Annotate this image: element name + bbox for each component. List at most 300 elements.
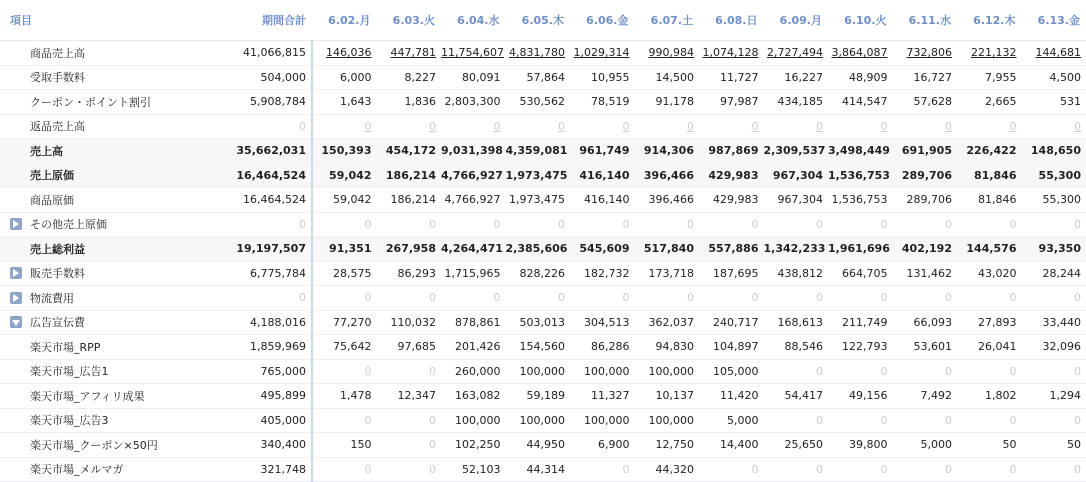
cell-value[interactable]: 0 <box>312 114 377 139</box>
cell-value: 150 <box>312 433 377 458</box>
collapse-icon[interactable] <box>10 316 22 328</box>
row-total: 35,662,031 <box>232 139 312 164</box>
cell-value: 5,000 <box>893 433 958 458</box>
cell-value: 10,955 <box>570 65 635 90</box>
cell-value: 186,214 <box>377 163 442 188</box>
cell-value: 201,426 <box>441 335 506 360</box>
cell-value: 828,226 <box>506 261 571 286</box>
cell-value: 12,347 <box>377 384 442 409</box>
cell-value: 1,294 <box>1022 384 1086 409</box>
cell-value: 0 <box>893 212 958 237</box>
cell-value: 44,950 <box>506 433 571 458</box>
cell-value: 55,300 <box>1022 188 1086 213</box>
cell-value: 914,306 <box>635 139 700 164</box>
row-total: 16,464,524 <box>232 188 312 213</box>
cell-value: 414,547 <box>828 90 893 115</box>
cell-value: 122,793 <box>828 335 893 360</box>
cell-value: 0 <box>699 457 764 482</box>
cell-value: 0 <box>764 457 829 482</box>
row-label[interactable] <box>0 286 232 311</box>
cell-value: 1,715,965 <box>441 261 506 286</box>
cell-value[interactable]: 2,727,494 <box>764 41 829 66</box>
cell-value: 4,766,927 <box>441 163 506 188</box>
cell-value: 0 <box>441 212 506 237</box>
cell-value[interactable]: 0 <box>570 114 635 139</box>
cell-value: 429,983 <box>699 188 764 213</box>
row-total: 765,000 <box>232 359 312 384</box>
row-total: 0 <box>232 212 312 237</box>
cell-value: 0 <box>570 286 635 311</box>
cell-value: 81,846 <box>957 188 1022 213</box>
cell-value[interactable]: 732,806 <box>893 41 958 66</box>
cell-value: 0 <box>828 359 893 384</box>
cell-value: 0 <box>377 286 442 311</box>
row-total: 495,899 <box>232 384 312 409</box>
cell-value: 66,093 <box>893 310 958 335</box>
cell-value: 2,309,537 <box>764 139 829 164</box>
table-row[interactable] <box>0 261 1086 286</box>
cell-value: 48,909 <box>828 65 893 90</box>
cell-value: 0 <box>893 408 958 433</box>
row-label-text: 楽天市場_広告1 <box>30 365 109 378</box>
cell-value: 0 <box>957 408 1022 433</box>
cell-value: 0 <box>699 286 764 311</box>
cell-value: 1,802 <box>957 384 1022 409</box>
cell-value: 33,440 <box>1022 310 1086 335</box>
cell-value: 1,536,753 <box>828 188 893 213</box>
cell-value: 211,749 <box>828 310 893 335</box>
row-label <box>0 90 232 115</box>
cell-value: 144,576 <box>957 237 1022 262</box>
row-total: 41,066,815 <box>232 41 312 66</box>
cell-value: 16,227 <box>764 65 829 90</box>
cell-value: 289,706 <box>893 163 958 188</box>
cell-value: 3,498,449 <box>828 139 893 164</box>
cell-value: 1,973,475 <box>506 163 571 188</box>
cell-value: 1,643 <box>312 90 377 115</box>
expand-icon[interactable] <box>10 267 22 279</box>
cell-value: 0 <box>893 457 958 482</box>
cell-value: 691,905 <box>893 139 958 164</box>
header-day[interactable]: 6.08.日 <box>699 0 764 41</box>
cell-value: 26,041 <box>957 335 1022 360</box>
row-label-text: 売上高 <box>30 145 63 158</box>
cell-value: 362,037 <box>635 310 700 335</box>
cell-value: 154,560 <box>506 335 571 360</box>
header-day[interactable]: 6.02.月 <box>312 0 377 41</box>
cell-value: 86,293 <box>377 261 442 286</box>
cell-value[interactable]: 1,029,314 <box>570 41 635 66</box>
cell-value: 0 <box>635 286 700 311</box>
cell-value: 0 <box>828 457 893 482</box>
expand-icon[interactable] <box>10 292 22 304</box>
cell-value[interactable]: 221,132 <box>957 41 1022 66</box>
cell-value: 93,350 <box>1022 237 1086 262</box>
cell-value: 53,601 <box>893 335 958 360</box>
row-label <box>0 65 232 90</box>
cell-value: 0 <box>377 212 442 237</box>
cell-value: 878,861 <box>441 310 506 335</box>
cell-value[interactable]: 0 <box>441 114 506 139</box>
cell-value: 11,420 <box>699 384 764 409</box>
row-label-text: 売上原価 <box>30 169 74 182</box>
cell-value: 14,400 <box>699 433 764 458</box>
row-label-text: 返品売上高 <box>30 120 85 133</box>
cell-value[interactable]: 990,984 <box>635 41 700 66</box>
cell-value[interactable]: 0 <box>957 114 1022 139</box>
cell-value: 4,766,927 <box>441 188 506 213</box>
row-label[interactable] <box>0 261 232 286</box>
cell-value: 11,727 <box>699 65 764 90</box>
cell-value[interactable]: 1,074,128 <box>699 41 764 66</box>
cell-value: 131,462 <box>893 261 958 286</box>
row-label-text: 広告宣伝費 <box>30 316 85 329</box>
cell-value: 100,000 <box>635 359 700 384</box>
cell-value: 91,178 <box>635 90 700 115</box>
cell-value: 961,749 <box>570 139 635 164</box>
row-label <box>0 335 232 360</box>
table-row[interactable] <box>0 310 1086 335</box>
cell-value: 0 <box>764 408 829 433</box>
cell-value: 12,750 <box>635 433 700 458</box>
cell-value: 267,958 <box>377 237 442 262</box>
table-row <box>0 163 1086 188</box>
cell-value: 97,685 <box>377 335 442 360</box>
cell-value: 0 <box>957 457 1022 482</box>
cell-value: 0 <box>312 286 377 311</box>
row-total: 504,000 <box>232 65 312 90</box>
cell-value: 2,665 <box>957 90 1022 115</box>
cell-value: 105,000 <box>699 359 764 384</box>
cell-value[interactable]: 0 <box>828 114 893 139</box>
table-row[interactable] <box>0 286 1086 311</box>
table-row <box>0 457 1086 482</box>
cell-value: 1,961,696 <box>828 237 893 262</box>
row-label <box>0 237 232 262</box>
cell-value: 0 <box>635 212 700 237</box>
cell-value: 173,718 <box>635 261 700 286</box>
header-day[interactable]: 6.10.火 <box>828 0 893 41</box>
cell-value: 187,695 <box>699 261 764 286</box>
row-total: 340,400 <box>232 433 312 458</box>
cell-value: 0 <box>764 212 829 237</box>
cell-value: 100,000 <box>506 408 571 433</box>
cell-value: 0 <box>1022 286 1086 311</box>
cell-value: 0 <box>893 359 958 384</box>
cell-value: 97,987 <box>699 90 764 115</box>
row-total: 321,748 <box>232 457 312 482</box>
cell-value: 0 <box>893 286 958 311</box>
cell-value: 148,650 <box>1022 139 1086 164</box>
cell-value: 2,385,606 <box>506 237 571 262</box>
cell-value[interactable]: 11,754,607 <box>441 41 506 66</box>
cell-value: 163,082 <box>441 384 506 409</box>
row-total: 16,464,524 <box>232 163 312 188</box>
cell-value: 1,478 <box>312 384 377 409</box>
cell-value: 396,466 <box>635 163 700 188</box>
cell-value: 0 <box>312 359 377 384</box>
cell-value: 44,314 <box>506 457 571 482</box>
cell-value: 1,536,753 <box>828 163 893 188</box>
cell-value[interactable]: 3,864,087 <box>828 41 893 66</box>
cell-value: 0 <box>312 212 377 237</box>
cell-value: 59,189 <box>506 384 571 409</box>
cell-value: 4,359,081 <box>506 139 571 164</box>
cell-value: 52,103 <box>441 457 506 482</box>
row-label <box>0 163 232 188</box>
row-label-text: その他売上原価 <box>30 218 107 231</box>
cell-value: 49,156 <box>828 384 893 409</box>
cell-value: 102,250 <box>441 433 506 458</box>
row-label <box>0 408 232 433</box>
cell-value[interactable]: 144,681 <box>1022 41 1086 66</box>
cell-value: 503,013 <box>506 310 571 335</box>
cell-value: 81,846 <box>957 163 1022 188</box>
cell-value: 8,227 <box>377 65 442 90</box>
row-label-text: クーポン・ポイント割引 <box>30 96 151 109</box>
cell-value: 434,185 <box>764 90 829 115</box>
cell-value: 967,304 <box>764 188 829 213</box>
cell-value: 54,417 <box>764 384 829 409</box>
cell-value: 78,519 <box>570 90 635 115</box>
row-total: 19,197,507 <box>232 237 312 262</box>
cell-value: 9,031,398 <box>441 139 506 164</box>
cell-value: 416,140 <box>570 188 635 213</box>
cell-value: 1,836 <box>377 90 442 115</box>
cell-value: 0 <box>957 359 1022 384</box>
cell-value[interactable]: 0 <box>1022 114 1086 139</box>
cell-value: 0 <box>312 408 377 433</box>
cell-value: 0 <box>828 286 893 311</box>
cell-value: 0 <box>312 457 377 482</box>
cell-value: 0 <box>377 408 442 433</box>
cell-value: 0 <box>828 212 893 237</box>
row-total: 4,188,016 <box>232 310 312 335</box>
table-row <box>0 114 1086 139</box>
cell-value: 438,812 <box>764 261 829 286</box>
cell-value: 27,893 <box>957 310 1022 335</box>
cell-value: 402,192 <box>893 237 958 262</box>
row-label-text: 物流費用 <box>30 292 74 305</box>
row-label-text: 楽天市場_広告3 <box>30 414 109 427</box>
cell-value: 10,137 <box>635 384 700 409</box>
table-row <box>0 359 1086 384</box>
header-day[interactable]: 6.03.火 <box>377 0 442 41</box>
cell-value: 429,983 <box>699 163 764 188</box>
cell-value: 545,609 <box>570 237 635 262</box>
cell-value: 186,214 <box>377 188 442 213</box>
cell-value: 7,492 <box>893 384 958 409</box>
cell-value: 0 <box>764 359 829 384</box>
table-row <box>0 90 1086 115</box>
cell-value: 16,727 <box>893 65 958 90</box>
cell-value: 0 <box>828 408 893 433</box>
table-row <box>0 65 1086 90</box>
cell-value[interactable]: 0 <box>377 114 442 139</box>
cell-value: 531 <box>1022 90 1086 115</box>
cell-value: 100,000 <box>570 359 635 384</box>
cell-value: 6,900 <box>570 433 635 458</box>
cell-value: 0 <box>506 286 571 311</box>
cell-value: 2,803,300 <box>441 90 506 115</box>
cell-value: 987,869 <box>699 139 764 164</box>
cell-value: 75,642 <box>312 335 377 360</box>
expand-icon[interactable] <box>10 218 22 230</box>
cell-value: 0 <box>570 212 635 237</box>
cell-value: 86,286 <box>570 335 635 360</box>
cell-value: 396,466 <box>635 188 700 213</box>
table-row <box>0 237 1086 262</box>
row-label <box>0 457 232 482</box>
row-total: 6,775,784 <box>232 261 312 286</box>
cell-value: 0 <box>1022 457 1086 482</box>
row-label-text: 商品原価 <box>30 194 74 207</box>
row-label <box>0 114 232 139</box>
cell-value: 104,897 <box>699 335 764 360</box>
cell-value: 91,351 <box>312 237 377 262</box>
cell-value: 100,000 <box>506 359 571 384</box>
cell-value: 168,613 <box>764 310 829 335</box>
cell-value: 6,000 <box>312 65 377 90</box>
cell-value: 7,955 <box>957 65 1022 90</box>
row-total: 5,908,784 <box>232 90 312 115</box>
row-label-text: 販売手数料 <box>30 267 85 280</box>
table-row <box>0 41 1086 66</box>
cell-value: 25,650 <box>764 433 829 458</box>
cell-value: 0 <box>377 433 442 458</box>
cell-value: 100,000 <box>441 408 506 433</box>
row-label <box>0 384 232 409</box>
cell-value: 94,830 <box>635 335 700 360</box>
cell-value: 517,840 <box>635 237 700 262</box>
row-label-text: 楽天市場_RPP <box>30 341 100 354</box>
cell-value: 59,042 <box>312 163 377 188</box>
row-label <box>0 139 232 164</box>
header-day[interactable]: 6.04.水 <box>441 0 506 41</box>
cell-value: 28,244 <box>1022 261 1086 286</box>
cell-value: 88,546 <box>764 335 829 360</box>
row-label-text: 楽天市場_メルマガ <box>30 463 124 476</box>
cell-value: 1,973,475 <box>506 188 571 213</box>
cell-value: 55,300 <box>1022 163 1086 188</box>
cell-value: 289,706 <box>893 188 958 213</box>
cell-value: 110,032 <box>377 310 442 335</box>
cell-value[interactable]: 4,831,780 <box>506 41 571 66</box>
cell-value: 0 <box>377 457 442 482</box>
cell-value: 967,304 <box>764 163 829 188</box>
header-item: 項目 <box>0 0 232 41</box>
cell-value: 0 <box>506 212 571 237</box>
header-day[interactable]: 6.07.土 <box>635 0 700 41</box>
cell-value: 59,042 <box>312 188 377 213</box>
cell-value: 1,342,233 <box>764 237 829 262</box>
row-label-text: 売上総利益 <box>30 243 85 256</box>
row-label-text: 楽天市場_アフィリ成果 <box>30 390 145 403</box>
table-row <box>0 408 1086 433</box>
cell-value[interactable]: 0 <box>764 114 829 139</box>
table-row <box>0 433 1086 458</box>
cell-value: 4,264,471 <box>441 237 506 262</box>
header-day[interactable]: 6.12.木 <box>957 0 1022 41</box>
cell-value: 304,513 <box>570 310 635 335</box>
cell-value: 50 <box>957 433 1022 458</box>
row-total: 405,000 <box>232 408 312 433</box>
cell-value: 32,096 <box>1022 335 1086 360</box>
cell-value: 530,562 <box>506 90 571 115</box>
row-label-text: 商品売上高 <box>30 47 85 60</box>
cell-value: 260,000 <box>441 359 506 384</box>
cell-value: 100,000 <box>635 408 700 433</box>
table-row <box>0 188 1086 213</box>
row-total: 1,859,969 <box>232 335 312 360</box>
cell-value: 50 <box>1022 433 1086 458</box>
cell-value[interactable]: 0 <box>893 114 958 139</box>
cell-value: 57,628 <box>893 90 958 115</box>
cell-value: 226,422 <box>957 139 1022 164</box>
cell-value: 44,320 <box>635 457 700 482</box>
header-day[interactable]: 6.05.木 <box>506 0 571 41</box>
cell-value: 454,172 <box>377 139 442 164</box>
cell-value: 150,393 <box>312 139 377 164</box>
cell-value: 664,705 <box>828 261 893 286</box>
header-period-total[interactable]: 期間合計 <box>232 0 312 41</box>
table-row[interactable] <box>0 212 1086 237</box>
cell-value: 557,886 <box>699 237 764 262</box>
header-day[interactable]: 6.09.月 <box>764 0 829 41</box>
cell-value[interactable]: 0 <box>699 114 764 139</box>
row-label[interactable] <box>0 212 232 237</box>
cell-value: 5,000 <box>699 408 764 433</box>
cell-value: 0 <box>570 457 635 482</box>
cell-value: 0 <box>957 212 1022 237</box>
cell-value: 57,864 <box>506 65 571 90</box>
header-day[interactable]: 6.06.金 <box>570 0 635 41</box>
cell-value[interactable]: 0 <box>506 114 571 139</box>
cell-value: 77,270 <box>312 310 377 335</box>
cell-value: 39,800 <box>828 433 893 458</box>
row-label-text: 楽天市場_クーポン×50円 <box>30 439 158 452</box>
header-day[interactable]: 6.11.水 <box>893 0 958 41</box>
cell-value: 0 <box>441 286 506 311</box>
cell-value: 0 <box>1022 359 1086 384</box>
cell-value: 416,140 <box>570 163 635 188</box>
cell-value: 0 <box>699 212 764 237</box>
cell-value: 240,717 <box>699 310 764 335</box>
row-total: 0 <box>232 114 312 139</box>
cell-value[interactable]: 0 <box>635 114 700 139</box>
cell-value: 43,020 <box>957 261 1022 286</box>
row-total: 0 <box>232 286 312 311</box>
cell-value: 11,327 <box>570 384 635 409</box>
cell-value[interactable]: 146,036 <box>312 41 377 66</box>
cell-value: 0 <box>1022 408 1086 433</box>
row-label <box>0 41 232 66</box>
cell-value: 0 <box>1022 212 1086 237</box>
cell-value: 14,500 <box>635 65 700 90</box>
cell-value: 4,500 <box>1022 65 1086 90</box>
row-label <box>0 188 232 213</box>
row-label[interactable] <box>0 310 232 335</box>
table-row <box>0 335 1086 360</box>
header-day[interactable]: 6.13.金 <box>1022 0 1086 41</box>
cell-value: 0 <box>957 286 1022 311</box>
cell-value: 182,732 <box>570 261 635 286</box>
cell-value[interactable]: 447,781 <box>377 41 442 66</box>
row-label-text: 受取手数料 <box>30 71 85 84</box>
row-label <box>0 433 232 458</box>
table-row <box>0 384 1086 409</box>
cell-value: 100,000 <box>570 408 635 433</box>
